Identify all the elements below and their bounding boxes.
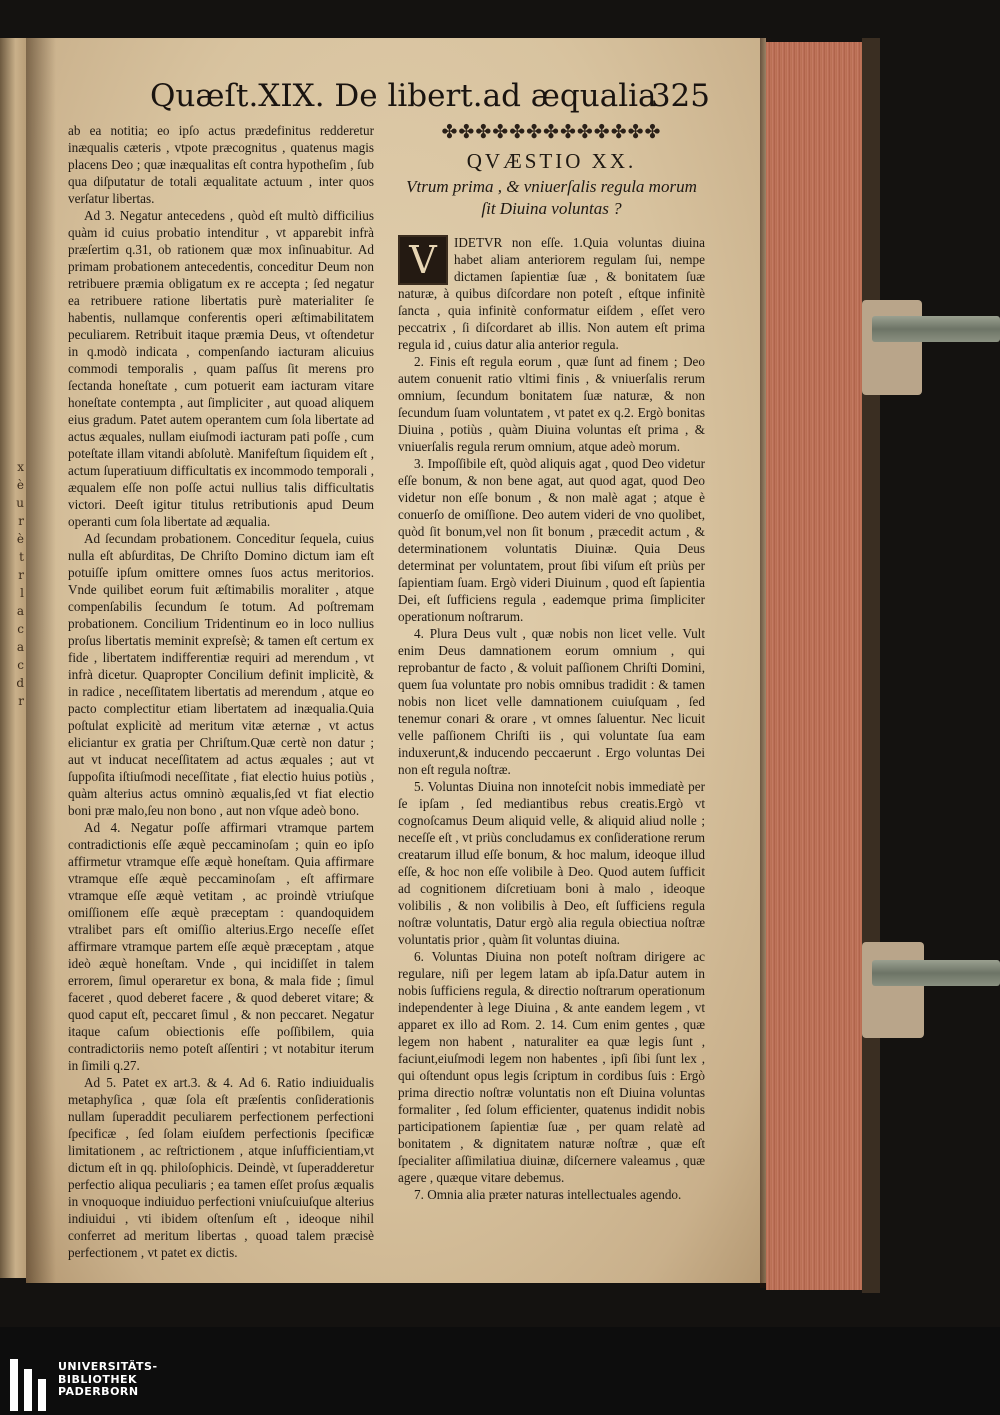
logo-line: BIBLIOTHEK bbox=[58, 1372, 138, 1386]
library-logo-text bbox=[58, 1361, 158, 1399]
left-paragraph: Ad 4. Negatur poſſe affirmari vtramque partem contradictionis eſſe æquè peccaminoſam ; quin eo ipſo affirmetur vtramque eſſe æquè honeſtam. Quia affirmare vtramque eſſe æquè peccaminoſam , eſt affirmare vtramque eſſe æquè vetitam , ac proindè vtriuſque omiſſionem eſſe æquè præceptam : quandoquidem vtralibet pars eſt omiſſio alterius.Ergo neceſſe eſſet affirmare vtramque partem eſſe æquè præceptam , atque ideò æquè honeſtam. Vnde , qui incidiſſet in talem errorem, ſimul operaretur ex bona, & mala fide ; ſimul faceret , quod deberet facere , & quod deberet vitare; & quod caput eſt, peccaret ſimul , & non peccaret. Negatur itaque caſum obiectionis eſſe poſſibilem, quia contradictoriis nemo poteſt aſſentiri ; vt notabitur iterum in ſimili q.27. bbox=[68, 820, 374, 1073]
previous-page-edge bbox=[0, 38, 26, 1278]
logo-line: UNIVERSITÄTS- bbox=[58, 1360, 158, 1373]
right-column bbox=[398, 122, 705, 1203]
clasp-bottom-icon bbox=[872, 960, 1000, 986]
previous-page-margin-text: x è u r è t r l a c a c d r bbox=[16, 460, 24, 708]
question-heading: QVÆSTIO XX. bbox=[466, 149, 637, 173]
left-paragraph: Ad 3. Negatur antecedens , quòd eſt multò difficilius quàm id cuius probatio intenditur , vt apparebit infrà præſertim q.31, ob rationem quæ mox inſinuabitur. Ad primam probationem antecedentis, conceditur Deum non retribuere præmia obligatum ex re accepta ; ſed negatur ea retribuere ratione libertatis purè materialiter ſe habentis, nullamque conferentis operi æſtimabilitatem peculiarem. Retribuit itaque præmia Deus, vt oſtendetur in q.modò indicata , compenſando iacturam alicuius commodi temporalis , quam paſſus ſit merens pro ſectanda honeſtate , cum potuerit eam iacturam vitare honeſtate contempta , aut ſimpliciter , aut quoad aliquem eius gradum. Patet autem operantem cum ſola libertate ad actus æquales, nullam eiuſmodi iacturam pati poſſe , cum poteſtate illam vitandi abſolutè. Manifeſtum ſiquidem eſt , actum ſuperatiuum difficultatis ex incommodo temporali , æqualem eſſe non poſſe actui nullius talis difficultatis victori. Deeſt igitur titulus retributionis apud Deum operanti cum ſola libertate ad æqualia. bbox=[68, 208, 374, 529]
right-paragraph: 4. Plura Deus vult , quæ nobis non licet velle. Vult enim Deus damnationem eorum omnium , qui reprobantur de facto , & voluit paſſionem Chriſti Domini, quem ſua voluntate pro nobis omnibus tradidit : & tamen nobis non licet velle damnationem cuiuſquam , ſed tenemur conari & orare , vt omnes ſaluentur. Nec licuit velle paſſionem Chriſti iis , qui voluntate ſua eam induxerunt,& inducendo peccaerunt . Ergo voluntas Dei non eſt regula noſtræ. bbox=[398, 626, 705, 777]
right-paragraph: 5. Voluntas Diuina non innoteſcit nobis immediatè per ſe ipſam , ſed mediantibus rebus creatis.Ergò vt cognoſcamus Deum aliquid velle, & aliquid aliud nolle ; neceſſe eſt , vt priùs concludamus ex conſideratione rerum creatarum illud eſſe bonum, & hoc malum, ideoque illud eſſe, & hoc non eſſe volibile à Deo. Quod autem ſufficit ad cognitionem diſcretiuam boni à malo , ideoque volibilis , & non volibilis à Deo, eſt ſufficiens regula noſtræ voluntatis, Datur ergò alia regula obiectiua noſtræ voluntatis prior , quàm ſit voluntas diuina. bbox=[398, 779, 705, 947]
intro-text: IDETVR non eſſe. 1.Quia voluntas diuina habet aliam anteriorem regulam ſui, nempe dictamen ſapientiæ ſuæ , & bonitatem ſuæ naturæ, à quibus diſcordare non poteſt , eſtque infinitè ſancta , quia infinitè conformatur eiſdem , eſſet vero peccatrix , ſi diſcordaret ab illis. Non autem eſt prima regula id , cuius datur alia anterior regula. bbox=[398, 235, 705, 352]
book-cover-board bbox=[862, 38, 880, 1293]
left-paragraph: ab ea notitia; eo ipſo actus prædefinitus redderetur inæqualis cæteris , vtpote præcognitus , quatenus magis placens Deo ; quæ inæqualitas eſt contra hypotheſim , ſub qua diſputatur de totali æqualitate actuum , inter quos verſatur libertas. bbox=[68, 123, 374, 206]
library-logo-icon bbox=[10, 1359, 48, 1411]
right-paragraph: 7. Omnia alia præter naturas intellectuales agendo. bbox=[414, 1187, 682, 1202]
clasp-top-icon bbox=[872, 316, 1000, 342]
header-title: Quæſt.XIX. De libert.ad æqualia bbox=[150, 78, 657, 114]
running-header bbox=[150, 78, 710, 118]
clasp-bottom-base bbox=[862, 942, 924, 1038]
right-paragraph: 2. Finis eſt regula eorum , quæ ſunt ad finem ; Deo autem conuenit ratio vltimi finis , & vniuerſalis rerum omnium, ſecundum bonitatem ſuæ naturæ, & non ſecundum ſuam voluntatem , vt patet ex q.2. Ergò bonitas Diuina , potiùs , quàm Diuina voluntas eſt prima , & vniuerſalis regula rerum omnium, atque adeò morum. bbox=[398, 354, 705, 454]
right-paragraph: 3. Impoſſibile eſt, quòd aliquis agat , quod Deo videtur eſſe bonum, & non bene agat, aut quod agat, quod Deo videtur non eſſe bonum , & non malè agat ; atque è conuerſo de omiſſione. Deo autem videri de vno quolibet, quòd ſit bonum,vel non ſit bonum , præcedit actum , & determinationem voluntatis Diuinæ. Quia Deus determinat per voluntatem, prout ſibi viſum eſt priùs per ſapientiam ſuam. Ergò videri Diuinum , quod eſt ſapientia Dei, eſt ſufficiens regula , eademque prima ſimpliciter operationum noſtrarum. bbox=[398, 456, 705, 624]
right-paragraph: 6. Voluntas Diuina non poteſt noſtram dirigere ac regulare, niſi per legem latam ab ipſa.Datur autem in nobis ſufficiens regula, & directio noſtrarum operationum independenter à lege Diuina , & ante eandem legem , vt apparet ex illo ad Rom. 2. 14. Cum enim gentes , quæ legem non habent , naturaliter ea quæ legis ſunt , faciunt,eiuſmodi legem non habentes , ipſi ſibi ſunt lex , qui oſtendunt opus legis ſcriptum in cordibus ſuis : Ergò prima directio noſtræ voluntatis non eſt Diuina voluntas formaliter , ſed ſolum efficienter, quatenus indidit nobis participationem ſapientiæ ſuæ , per quam relatè ad bonitatem , & dignitatem naturæ noſtræ , quæ eſt ſpecialiter aſſimilatiua diuinæ, diſcernere valeamus , quæ agere , quæque vitare debemus. bbox=[398, 949, 705, 1185]
left-paragraph: Ad 5. Patet ex art.3. & 4. Ad 6. Ratio indiuidualis metaphyſica , quæ ſola eſt præſentis conſiderationis nullam ſuperaddit peculiarem perfectionem perfectioni ſpecificæ , ſed ſolam eiuſdem perfectionis ſpecificæ limitationem , ac reſtrictionem , atque inſufficientiam,vt dictum eſt in qq. philoſophicis. Deindè, vt ſuperadderetur perfectio aliqua peculiaris ; ea tamen eſſet proſus æqualis in vnoquoque indiuiduo perfectioni vniuſcuiuſque alterius indiuidui , vti ibidem oſtenſum eſt , ideoque nihil conferret ad meritum libertas , quoad talem præcisè perfectionem , vt patet ex dictis. bbox=[68, 1075, 374, 1260]
library-footer bbox=[0, 1327, 1000, 1415]
book-fore-edge bbox=[766, 42, 862, 1290]
intro-paragraph bbox=[398, 234, 705, 353]
left-paragraph: Ad ſecundam probationem. Conceditur ſequela, cuius nulla eſt abſurditas, De Chriſto Domino dictum iam eſt potuiſſe ipſum omittere omnes ſuos actus meritorios. Vnde quilibet eorum fuit æſtimabilis moraliter , atque compenſabilis ſecundum ſe totum. Ad poſtremam probationem. Concilium Tridentinum eo in loco nullius proſus libertatis meminit expreſsè; & tamen eſt certum ex fide , libertatem indifferentiæ requiri ad merendum , vt infrà dicetur. Quapropter Concilium definit implicitè, & in radice , neceſſitatem libertatis ad merendum , atque eo pacto complectitur etiam libertatem ad inæqualia.Quia poſtulat explicitè ad meritum vitæ æternæ , vt actus eliciantur ex gratia per Chriſtum.Quæ certè non datur ; aut vt inducat neceſſitatem ad actus æquales ; aut vt ſuppoſita iſtiuſmodi neceſſitate , fiat electio huius potiùs , quàm alterius actus omninò æqualis,ſed vt fiat electio boni præ malo,ſeu non bono , aut non vſque adeò bono. bbox=[68, 531, 374, 818]
logo-line: PADERBORN bbox=[58, 1385, 139, 1398]
ornament-band: ✤✤✤✤✤✤✤✤✤✤✤✤✤ bbox=[441, 122, 662, 143]
clasp-top-base bbox=[862, 300, 922, 395]
page-gutter-shadow bbox=[26, 38, 56, 1283]
left-column bbox=[68, 122, 374, 1261]
drop-cap: V bbox=[398, 235, 448, 285]
page-number: 325 bbox=[650, 78, 710, 114]
question-title: Vtrum prima , & vniuerſalis regula morum ſit Diuina voluntas ? bbox=[406, 177, 697, 218]
